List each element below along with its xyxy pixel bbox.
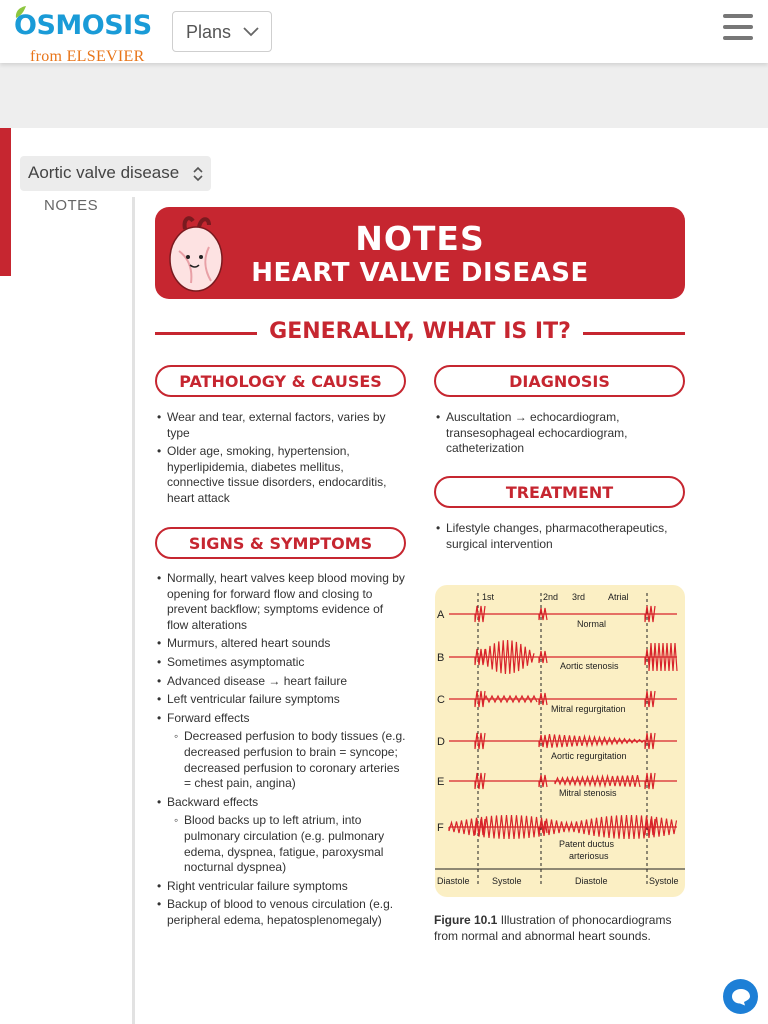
- bottom-label-diastole-1: Diastole: [437, 876, 470, 886]
- list-item: • Auscultation → echocardiogram, transesophageal echocardiogram, catheterization: [436, 410, 681, 457]
- list-subitem: ◦ Decreased perfusion to body tissues (e.g. decreased perfusion to brain = syncope; decreased perfusion to coronary arteries = chest pain, angina): [157, 729, 407, 791]
- signs-heading: SIGNS & SYMPTOMS: [155, 527, 406, 559]
- list-item: • Sometimes asymptomatic: [157, 655, 407, 671]
- updown-chevron-icon: [192, 166, 204, 182]
- row-label-aortic-regurgitation: Aortic regurgitation: [551, 751, 627, 761]
- section-title: GENERALLY, WHAT IS IT?: [155, 319, 685, 344]
- ad-banner-area: [0, 63, 768, 128]
- bottom-label-diastole-2: Diastole: [575, 876, 608, 886]
- phonocardiogram-figure: [435, 585, 685, 897]
- list-item: • Advanced disease → heart failure: [157, 674, 407, 690]
- plans-label: Plans: [186, 22, 232, 42]
- row-label-normal: Normal: [577, 619, 607, 629]
- label-3rd: 3rd: [572, 592, 586, 602]
- content-divider: [132, 197, 135, 1024]
- row-label-aortic-stenosis: Aortic stenosis: [560, 661, 619, 671]
- osmosis-logo[interactable]: [14, 4, 154, 65]
- list-item: • Normally, heart valves keep blood moving by opening for forward flow and closing to prevent backflow; symptoms evidence of flow alterations: [157, 571, 407, 633]
- sidebar-section-label[interactable]: NOTES: [44, 197, 99, 214]
- label-1st: 1st: [482, 592, 495, 602]
- row-label-mitral-stenosis: Mitral stenosis: [559, 788, 617, 798]
- treatment-list: [436, 521, 681, 555]
- row-label-mitral-regurgitation: Mitral regurgitation: [551, 704, 626, 714]
- bottom-label-systole-1: Systole: [492, 876, 522, 886]
- topic-select-value: Aortic valve disease: [28, 163, 180, 182]
- accent-bar: [0, 128, 11, 276]
- notes-header: [155, 207, 685, 299]
- plans-dropdown[interactable]: [172, 11, 272, 52]
- chevron-down-icon: [243, 27, 259, 37]
- signs-list: [157, 571, 407, 931]
- top-navbar: [0, 0, 768, 63]
- row-label-arteriosus: arteriosus: [569, 851, 609, 861]
- figure-caption: Figure 10.1 Illustration of phonocardiograms from normal and abnormal heart sounds.: [434, 913, 672, 943]
- row-label-patent-ductus: Patent ductus: [559, 839, 615, 849]
- row-letter-a: A: [437, 609, 445, 621]
- chat-bubble-icon: [731, 988, 751, 1006]
- label-2nd: 2nd: [543, 592, 559, 602]
- row-letter-d: D: [437, 736, 445, 748]
- section-title-row: [155, 317, 685, 349]
- hamburger-icon[interactable]: [723, 14, 753, 42]
- list-item: • Backup of blood to venous circulation (e.g. peripheral edema, hepatosplenomegaly): [157, 897, 407, 928]
- list-item: • Wear and tear, external factors, varies by type: [157, 410, 402, 441]
- logo-subtitle: from ELSEVIER: [30, 48, 145, 65]
- list-item: • Backward effects: [157, 795, 407, 811]
- list-item: • Lifestyle changes, pharmacotherapeutics, surgical intervention: [436, 521, 681, 552]
- row-letter-c: C: [437, 694, 445, 706]
- bottom-label-systole-2: Systole: [649, 876, 679, 886]
- list-item: • Older age, smoking, hypertension, hyperlipidemia, diabetes mellitus, connective tissue disorders, endocarditis, heart attack: [157, 444, 402, 506]
- diagnosis-heading: DIAGNOSIS: [434, 365, 685, 397]
- pathology-list: [157, 410, 402, 510]
- topic-select[interactable]: [20, 156, 211, 191]
- header-title: NOTES: [355, 219, 485, 258]
- row-letter-f: F: [437, 822, 444, 834]
- list-item: • Murmurs, altered heart sounds: [157, 636, 407, 652]
- diagnosis-list: [436, 410, 681, 460]
- row-letter-b: B: [437, 652, 445, 664]
- header-subtitle: HEART VALVE DISEASE: [251, 258, 589, 288]
- list-item: • Right ventricular failure symptoms: [157, 879, 407, 895]
- list-item: • Forward effects: [157, 711, 407, 727]
- phonocardiogram-svg: [435, 585, 685, 897]
- pathology-heading: PATHOLOGY & CAUSES: [155, 365, 406, 397]
- chat-button[interactable]: [723, 979, 758, 1014]
- logo-wordmark: OSMOSIS: [14, 10, 152, 41]
- label-atrial: Atrial: [608, 592, 629, 602]
- treatment-heading: TREATMENT: [434, 476, 685, 508]
- list-item: • Left ventricular failure symptoms: [157, 692, 407, 708]
- waveform-traces: [449, 606, 677, 839]
- list-subitem: ◦ Blood backs up to left atrium, into pulmonary circulation (e.g. pulmonary edema, dyspnea, fatigue, paroxysmal nocturnal dyspnea): [157, 813, 407, 875]
- row-letter-e: E: [437, 776, 445, 788]
